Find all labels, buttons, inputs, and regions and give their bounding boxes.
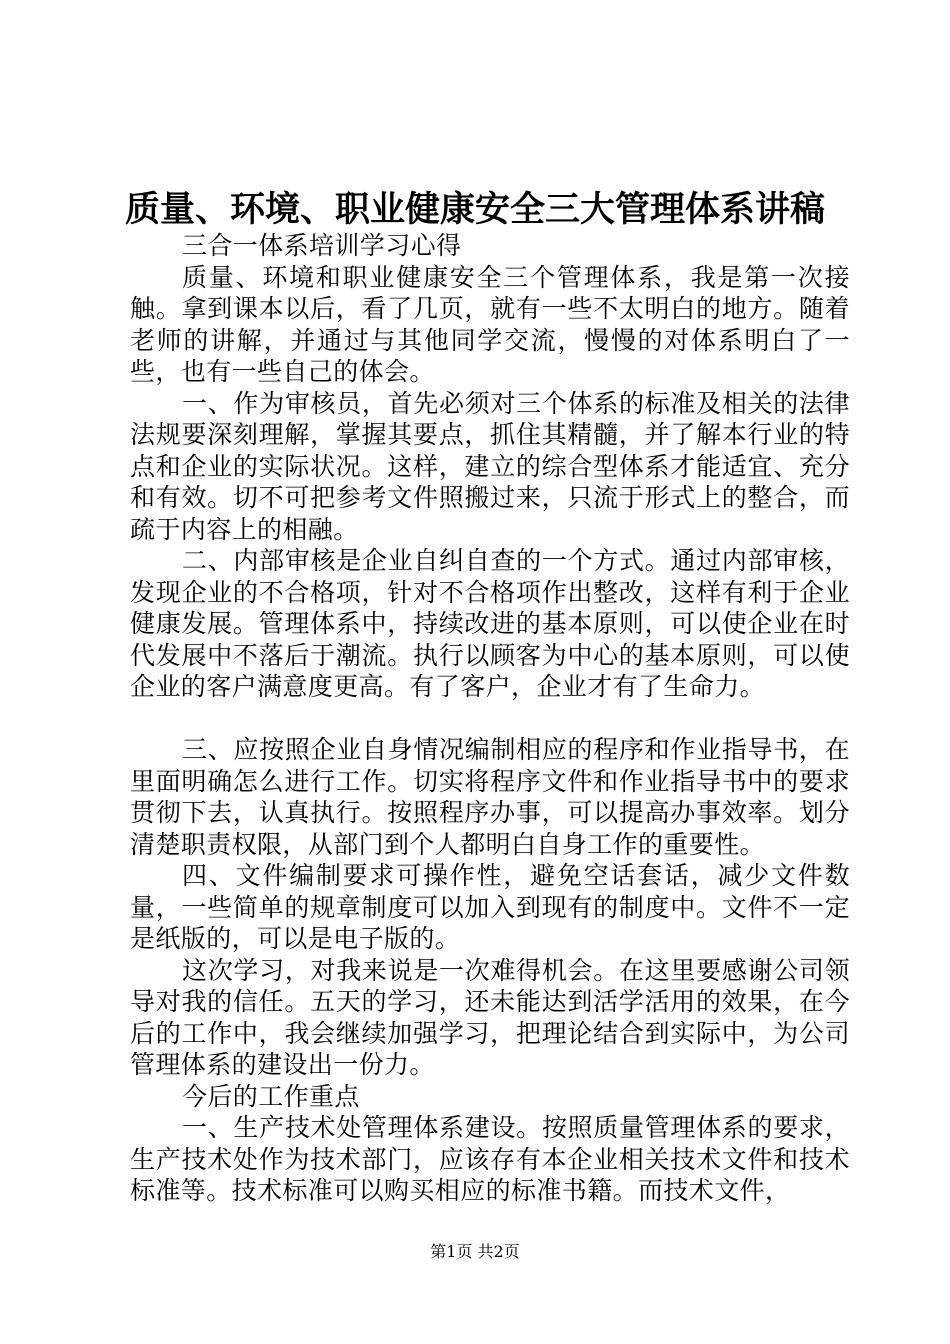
page-footer: 第1页 共2页 [430, 1242, 520, 1261]
point-one-paragraph: 一、作为审核员，首先必须对三个体系的标准及相关的法律法规要深刻理解，掌握其要点，抓住其精髓，并了解本行业的特点和企业的实际状况。这样，建立的综合型体系才能适宜、充分和有效。切不可把参考文件照搬过来，只流于形式上的整合，而疏于内容上的相融。 [130, 388, 850, 544]
point-two-paragraph: 二、内部审核是企业自纠自查的一个方式。通过内部审核，发现企业的不合格项，针对不合格项作出整改，这样有利于企业健康发展。管理体系中，持续改进的基本原则，可以使企业在时代发展中不落后于潮流。执行以顾客为中心的基本原则，可以使企业的客户满意度更高。有了客户，企业才有了生命力。 [130, 546, 850, 701]
intro-paragraph: 质量、环境和职业健康安全三个管理体系，我是第一次接触。拿到课本以后，看了几页，就有一些不太明白的地方。随着老师的讲解，并通过与其他同学交流，慢慢的对体系明白了一些，也有一些自己的体会。 [130, 262, 850, 386]
blank-line [130, 703, 850, 735]
subtitle-paragraph: 三合一体系培训学习心得 [182, 231, 462, 260]
document-body [130, 230, 850, 1207]
conclusion-paragraph: 这次学习，对我来说是一次难得机会。在这里要感谢公司领导对我的信任。五天的学习，还未能达到活学活用的效果，在今后的工作中，我会继续加强学习，把理论结合到实际中，为公司管理体系的建设出一份力。 [130, 955, 850, 1079]
section-heading: 今后的工作重点 [182, 1081, 360, 1111]
point-three-paragraph: 三、应按照企业自身情况编制相应的程序和作业指导书，在里面明确怎么进行工作。切实将程序文件和作业指导书中的要求贯彻下去，认真执行。按照程序办事，可以提高办事效率。划分清楚职责权限，从部门到个人都明白自身工作的重要性。 [130, 735, 850, 859]
document-title: 质量、环境、职业健康安全三大管理体系讲稿 [124, 189, 825, 230]
point-four-paragraph: 四、文件编制要求可操作性，避免空话套话，减少文件数量，一些简单的规章制度可以加入到现有的制度中。文件不一定是纸版的，可以是电子版的。 [130, 861, 850, 953]
work-focus-paragraph: 一、生产技术处管理体系建设。按照质量管理体系的要求，生产技术处作为技术部门，应该存有本企业相关技术文件和技术标准等。技术标准可以购买相应的标准书籍。而技术文件， [130, 1113, 850, 1205]
